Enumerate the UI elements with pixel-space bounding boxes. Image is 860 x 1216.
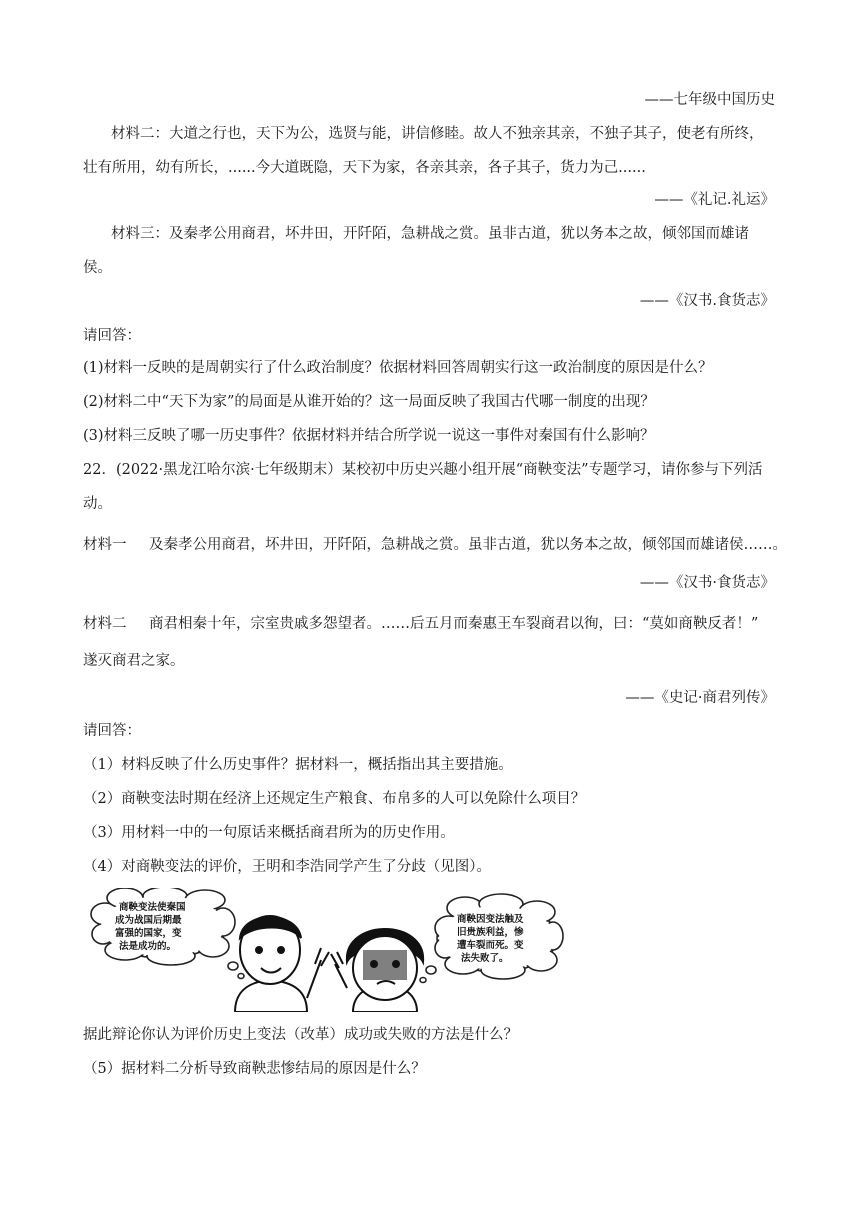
source-q21-material1: ——七年级中国历史 — [644, 92, 775, 108]
source-q21-material2: ——《礼记.礼运》 — [654, 192, 775, 208]
q22-prompt: 请回答： — [83, 723, 141, 739]
left-bubble-line-2: 成为战国后期最 — [115, 915, 182, 926]
girl-figure — [331, 929, 423, 1012]
q21-material3-line2: 侯。 — [83, 260, 112, 276]
q22-material2-text: 商君相秦十年，宗室贵戚多怨望者。……后五月而秦惠王车裂商君以徇，曰：“莫如商鞅反者！” — [149, 616, 759, 632]
q21-material2-line1: 材料二：大道之行也，天下为公，选贤与能，讲信修睦。故人不独亲其亲，不独子其子，使老有所终， — [111, 126, 764, 142]
q22-item-3: （3）用材料一中的一句原话来概括商君所为的历史作用。 — [83, 825, 455, 841]
q22-material2 — [83, 614, 775, 634]
source-q22-material1: ——《汉书·食货志》 — [639, 575, 775, 591]
q22-item-2: （2）商鞅变法时期在经济上还规定生产粮食、布帛多的人可以免除什么项目？ — [83, 791, 586, 807]
left-bubble-line-1: 商鞅变法使秦国 — [119, 902, 186, 913]
q22-item-5: （5）据材料二分析导致商鞅悲惨结局的原因是什么？ — [83, 1061, 426, 1077]
q22-material2-label: 材料二 — [83, 616, 127, 632]
q21-item-2: (2)材料二中“天下为家”的局面是从谁开始的？这一局面反映了我国古代哪一制度的出现？ — [83, 394, 655, 410]
q21-prompt: 请回答： — [83, 328, 141, 344]
q22-material2-line2: 遂灭商君之家。 — [83, 653, 185, 669]
q21-item-3: (3)材料三反映了哪一历史事件？依据材料并结合所学说一说这一事件对秦国有什么影响？ — [83, 428, 655, 444]
left-bubble-line-3: 富强的国家，变 — [115, 928, 182, 939]
q21-material2-line2: 壮有所用，幼有所长，......今大道既隐，天下为家，各亲其亲，各子其子，货力为己...... — [83, 160, 646, 176]
source-q21-material3: ——《汉书.食货志》 — [639, 293, 775, 309]
right-bubble-line-1: 商鞅因变法触及 — [457, 914, 524, 925]
q22-material1-text: 及秦孝公用商君，坏井田，开阡陌，急耕战之赏。虽非古道，犹以务本之故，倾邻国而雄诸侯……。 — [149, 537, 787, 553]
q22-heading-line2: 动。 — [83, 496, 112, 512]
right-bubble-line-2: 旧贵族利益，惨 — [457, 927, 524, 938]
right-bubble-line-4: 法失败了。 — [461, 953, 509, 964]
right-bubble-line-3: 遭车裂而死。变 — [457, 940, 524, 951]
q22-item-4: （4）对商鞅变法的评价，王明和李浩同学产生了分歧（见图）。 — [83, 859, 491, 875]
q22-material1-label: 材料一 — [83, 537, 127, 553]
boy-figure — [235, 916, 329, 1012]
q22-after-cartoon: 据此辩论你认为评价历史上变法（改革）成功或失败的方法是什么？ — [83, 1027, 518, 1043]
q22-heading-line1: 22．(2022·黑龙江哈尔滨·七年级期末）某校初中历史兴趣小组开展“商鞅变法”专题学习，请你参与下列活 — [83, 462, 763, 478]
source-q22-material2: ——《史记·商君列传》 — [625, 690, 775, 706]
q22-material1 — [83, 535, 787, 555]
q21-item-1: (1)材料一反映的是周朝实行了什么政治制度？依据材料回答周朝实行这一政治制度的原因是什么？ — [83, 360, 713, 376]
q22-item-1: （1）材料反映了什么历史事件？据材料一，概括指出其主要措施。 — [83, 757, 513, 773]
debate-cartoon — [85, 888, 590, 1012]
q21-material3-line1: 材料三：及秦孝公用商君，坏井田，开阡陌，急耕战之赏。虽非古道，犹以务本之故，倾邻国而雄诸 — [111, 226, 749, 242]
left-bubble-line-4: 法是成功的。 — [119, 941, 177, 952]
